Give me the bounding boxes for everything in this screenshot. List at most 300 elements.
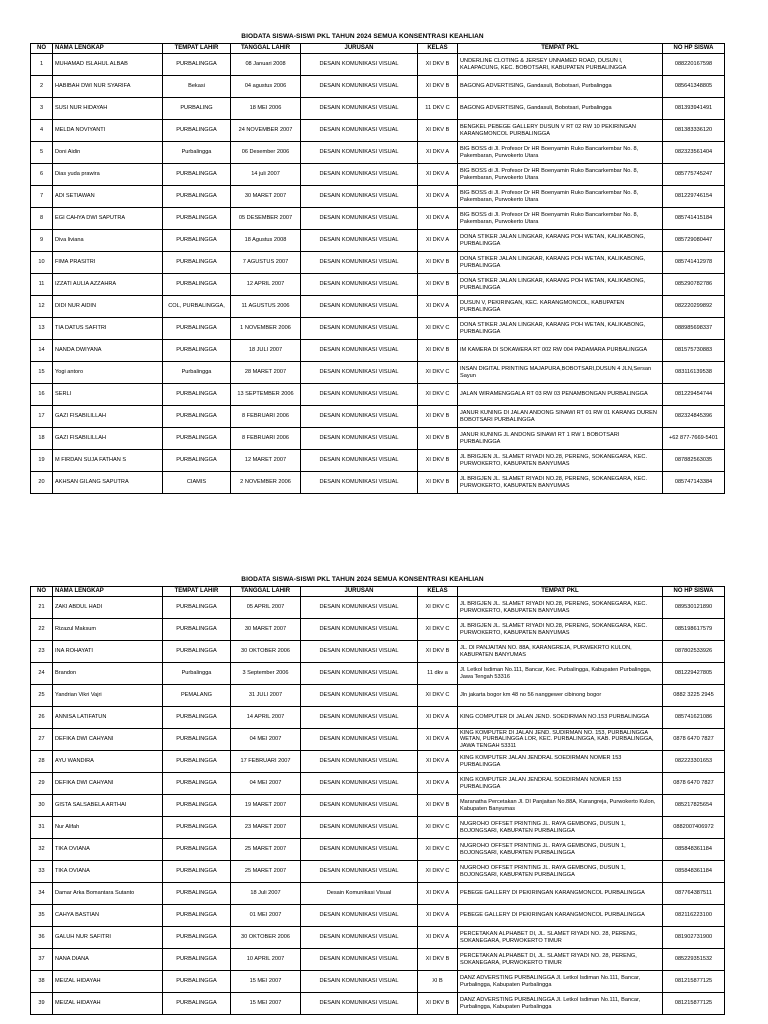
cell-kelas: XI DKV A (418, 186, 458, 208)
cell-nama: Yogi antoro (53, 362, 163, 384)
cell-no-hp: 0878 6470 7827 (663, 773, 725, 795)
cell-no-hp: 085198617579 (663, 619, 725, 641)
cell-no: 36 (31, 927, 53, 949)
cell-kelas: XI DKV C (418, 861, 458, 883)
table-body (31, 54, 725, 494)
table-row (31, 861, 725, 883)
cell-no: 1 (31, 54, 53, 76)
cell-tempat-lahir: PURBALINGGA (163, 795, 231, 817)
cell-tempat-pkl: JL BRIGJEN JL. SLAMET RIYADI NO.28, PERENG, SOKANEGARA, KEC. PURWOKERTO, KABUPATEN BANYUMAS (458, 619, 663, 641)
cell-tanggal-lahir: 25 MARET 2007 (231, 861, 301, 883)
cell-tempat-lahir: PURBALINGGA (163, 619, 231, 641)
cell-nama: GAZI FISABILILLAH (53, 406, 163, 428)
cell-jurusan: DESAIN KOMUNIKASI VISUAL (301, 663, 418, 685)
cell-jurusan: DESAIN KOMUNIKASI VISUAL (301, 773, 418, 795)
cell-jurusan: DESAIN KOMUNIKASI VISUAL (301, 597, 418, 619)
cell-no-hp: 081229746154 (663, 186, 725, 208)
cell-tanggal-lahir: 13 SEPTEMBER 2006 (231, 384, 301, 406)
cell-tanggal-lahir: 18 MEI 2006 (231, 98, 301, 120)
cell-tempat-lahir: PURBALINGGA (163, 993, 231, 1015)
cell-jurusan: DESAIN KOMUNIKASI VISUAL (301, 450, 418, 472)
cell-tempat-lahir: PURBALINGGA (163, 120, 231, 142)
cell-no: 4 (31, 120, 53, 142)
cell-tempat-pkl: JL BRIGJEN JL. SLAMET RIYADI NO.28, PERENG, SOKANEGARA, KEC. PURWOKERTO, KABUPATEN BANYUMAS (458, 597, 663, 619)
cell-nama: ANNISA LATIFATUN (53, 707, 163, 729)
cell-nama: AYU WANDIRA (53, 751, 163, 773)
cell-no: 32 (31, 839, 53, 861)
cell-tempat-lahir: PURBALINGGA (163, 406, 231, 428)
cell-tempat-lahir: PURBALINGGA (163, 450, 231, 472)
cell-no-hp: 085641348805 (663, 76, 725, 98)
header-tempat-lahir: TEMPAT LAHIR (163, 44, 231, 54)
cell-tanggal-lahir: 2 NOVEMBER 2006 (231, 472, 301, 494)
cell-kelas: XI DKV B (418, 340, 458, 362)
cell-jurusan: DESAIN KOMUNIKASI VISUAL (301, 795, 418, 817)
cell-no-hp: 085741412978 (663, 252, 725, 274)
cell-tempat-lahir: PURBALINGGA (163, 597, 231, 619)
cell-no-hp: 087802533926 (663, 641, 725, 663)
cell-kelas: XI B (418, 971, 458, 993)
table-row (31, 472, 725, 494)
cell-nama: Rizazul Maksum (53, 619, 163, 641)
cell-kelas: XI DKV B (418, 120, 458, 142)
cell-tanggal-lahir: 04 MEI 2007 (231, 773, 301, 795)
cell-no-hp: 082223301653 (663, 751, 725, 773)
cell-nama: Nur Alifah (53, 817, 163, 839)
cell-no: 28 (31, 751, 53, 773)
cell-tanggal-lahir: 3 September 2006 (231, 663, 301, 685)
cell-no-hp: 085848361184 (663, 861, 725, 883)
cell-nama: IZZATI AULIA AZZAHRA (53, 274, 163, 296)
cell-no: 14 (31, 340, 53, 362)
cell-nama: GAZI FISABILILLAH (53, 428, 163, 450)
cell-no: 16 (31, 384, 53, 406)
cell-no: 26 (31, 707, 53, 729)
cell-nama: TIKA OVIANA (53, 861, 163, 883)
cell-tempat-pkl: JL. DI PANJAITAN NO. 88A, KARANGREJA, PURWEKRTO KULON, KABUPATEN BANYUMAS (458, 641, 663, 663)
cell-jurusan: DESAIN KOMUNIKASI VISUAL (301, 428, 418, 450)
cell-tempat-pkl: UNDERLINE CLOTING & JERSEY UNNAMED ROAD, DUSUN I, KALAPACUNG, KEC. BOBOTSARI, KABUPATEN PURBALINGGA (458, 54, 663, 76)
cell-tanggal-lahir: 28 MARET 2007 (231, 362, 301, 384)
cell-no-hp: 081215877125 (663, 993, 725, 1015)
cell-tanggal-lahir: 25 MARET 2007 (231, 839, 301, 861)
cell-jurusan: DESAIN KOMUNIKASI VISUAL (301, 318, 418, 340)
table-row (31, 663, 725, 685)
header-nama: NAMA LENGKAP (53, 44, 163, 54)
cell-kelas: XI DKV A (418, 208, 458, 230)
cell-no: 38 (31, 971, 53, 993)
cell-no: 15 (31, 362, 53, 384)
cell-tempat-lahir: Purbalingga (163, 142, 231, 164)
table-row (31, 993, 725, 1015)
cell-no: 20 (31, 472, 53, 494)
cell-jurusan: DESAIN KOMUNIKASI VISUAL (301, 817, 418, 839)
cell-no-hp: 081383336120 (663, 120, 725, 142)
cell-kelas: XI DKV C (418, 619, 458, 641)
cell-tanggal-lahir: 8 FEBRUARI 2006 (231, 428, 301, 450)
cell-jurusan: DESAIN KOMUNIKASI VISUAL (301, 296, 418, 318)
cell-no-hp: 081215877125 (663, 971, 725, 993)
cell-tempat-lahir: PURBALINGGA (163, 186, 231, 208)
cell-nama: AKHSAN GILANG SAPUTRA (53, 472, 163, 494)
cell-tempat-lahir: PURBALINGGA (163, 949, 231, 971)
cell-tanggal-lahir: 04 MEI 2007 (231, 729, 301, 751)
cell-nama: NANA DIANA (53, 949, 163, 971)
cell-kelas: XI DKV B (418, 428, 458, 450)
cell-jurusan: DESAIN KOMUNIKASI VISUAL (301, 340, 418, 362)
cell-tanggal-lahir: 14 APRIL 2007 (231, 707, 301, 729)
cell-nama: Doni Aidin (53, 142, 163, 164)
cell-jurusan: DESAIN KOMUNIKASI VISUAL (301, 729, 418, 751)
cell-nama: Dias yuda prawira (53, 164, 163, 186)
cell-jurusan: DESAIN KOMUNIKASI VISUAL (301, 252, 418, 274)
cell-jurusan: DESAIN KOMUNIKASI VISUAL (301, 384, 418, 406)
table-row (31, 296, 725, 318)
cell-jurusan: DESAIN KOMUNIKASI VISUAL (301, 208, 418, 230)
cell-tempat-pkl: NUGROHO OFFSET PRINTING JL. RAYA GEMBONG, DUSUN 1, BOJONGSARI, KABUPATEN PURBALINGGA (458, 839, 663, 861)
cell-tempat-pkl: PERCETAKAN ALPHABET DI, JL. SLAMET RIYADI NO. 28, PERENG, SOKANEGARA, PURWOKERTO TIMUR (458, 949, 663, 971)
cell-no: 7 (31, 186, 53, 208)
cell-tanggal-lahir: 31 JULI 2007 (231, 685, 301, 707)
header-tempat-pkl: TEMPAT PKL (458, 44, 663, 54)
table-body (31, 597, 725, 1015)
cell-tempat-pkl: BIG BOSS di Jl. Profesor Dr HR Boenyamin Ruko Bancarkembar No. 8, Pakembaran, Purwokerto Utara (458, 164, 663, 186)
table-row (31, 927, 725, 949)
cell-no-hp: 0878 6470 7827 (663, 729, 725, 751)
header-row (31, 44, 725, 54)
cell-no: 17 (31, 406, 53, 428)
cell-no-hp: +62 877-7669-5401 (663, 428, 725, 450)
cell-tempat-lahir: PURBALINGGA (163, 252, 231, 274)
cell-kelas: XI DKV C (418, 817, 458, 839)
cell-tanggal-lahir: 11 AGUSTUS 2006 (231, 296, 301, 318)
cell-tempat-pkl: Maranatha Percetakan Jl. DI Panjaitan No.88A, Karangreja, Purwokerto Kulon, Kabupaten Banyumas (458, 795, 663, 817)
table-row (31, 597, 725, 619)
cell-nama: SERLI (53, 384, 163, 406)
cell-no: 35 (31, 905, 53, 927)
cell-jurusan: DESAIN KOMUNIKASI VISUAL (301, 751, 418, 773)
cell-no-hp: 088985698337 (663, 318, 725, 340)
cell-no-hp: 085741415184 (663, 208, 725, 230)
cell-kelas: XI DKV C (418, 318, 458, 340)
cell-tempat-pkl: JL BRIGJEN JL. SLAMET RIYADI NO.28, PERENG, SOKANEGARA, KEC. PURWOKERTO, KABUPATEN BANYUMAS (458, 450, 663, 472)
table-row (31, 406, 725, 428)
cell-kelas: XI DKV C (418, 384, 458, 406)
cell-tanggal-lahir: 10 APRIL 2007 (231, 949, 301, 971)
header-no-hp: NO HP SISWA (663, 587, 725, 597)
cell-tanggal-lahir: 17 FEBRUARI 2007 (231, 751, 301, 773)
cell-tempat-lahir: PURBALINGGA (163, 230, 231, 252)
table-row (31, 817, 725, 839)
cell-tanggal-lahir: 14 juli 2007 (231, 164, 301, 186)
cell-tempat-pkl: JANUR KUNING JL ANDONG SINAWI RT 1 RW 1 BOBOTSARI PURBALINGGA (458, 428, 663, 450)
cell-no: 23 (31, 641, 53, 663)
cell-tempat-pkl: JL BRIGJEN JL. SLAMET RIYADI NO.28, PERENG, SOKANEGARA, KEC. PURWOKERTO, KABUPATEN BANYUMAS (458, 472, 663, 494)
cell-no: 8 (31, 208, 53, 230)
cell-tempat-lahir: PURBALINGGA (163, 274, 231, 296)
table-row (31, 450, 725, 472)
cell-jurusan: DESAIN KOMUNIKASI VISUAL (301, 98, 418, 120)
table-title: BIODATA SISWA-SISWI PKL TAHUN 2024 SEMUA KONSENTRASI KEAHLIAN (241, 33, 484, 40)
cell-kelas: XI DKV B (418, 406, 458, 428)
cell-tanggal-lahir: 30 MARET 2007 (231, 619, 301, 641)
cell-tanggal-lahir: 06 Desember 2006 (231, 142, 301, 164)
header-tempat-lahir: TEMPAT LAHIR (163, 587, 231, 597)
header-jurusan: JURUSAN (301, 587, 418, 597)
cell-kelas: XI DKV A (418, 296, 458, 318)
table-row (31, 230, 725, 252)
cell-jurusan: DESAIN KOMUNIKASI VISUAL (301, 406, 418, 428)
cell-no: 30 (31, 795, 53, 817)
cell-jurusan: DESAIN KOMUNIKASI VISUAL (301, 230, 418, 252)
table-row (31, 971, 725, 993)
cell-no-hp: 085229351532 (663, 949, 725, 971)
cell-no: 22 (31, 619, 53, 641)
cell-nama: TIKA OVIANA (53, 839, 163, 861)
cell-no: 39 (31, 993, 53, 1015)
cell-no: 24 (31, 663, 53, 685)
cell-nama: DIDI NUR AIDIN (53, 296, 163, 318)
cell-nama: Damar Arka Bomantara Sutanto (53, 883, 163, 905)
cell-tempat-pkl: Jln jakarta bogor km 48 no 56 nanggewer cibinong bogor (458, 685, 663, 707)
cell-nama: SUSI NUR HIDAYAH (53, 98, 163, 120)
cell-kelas: 11 dkv a (418, 663, 458, 685)
cell-jurusan: DESAIN KOMUNIKASI VISUAL (301, 707, 418, 729)
header-tanggal-lahir: TANGGAL LAHIR (231, 44, 301, 54)
cell-no-hp: 0882007406972 (663, 817, 725, 839)
table-title: BIODATA SISWA-SISWI PKL TAHUN 2024 SEMUA KONSENTRASI KEAHLIAN (241, 576, 484, 583)
cell-jurusan: DESAIN KOMUNIKASI VISUAL (301, 164, 418, 186)
header-no: NO (31, 587, 53, 597)
cell-kelas: XI DKV B (418, 450, 458, 472)
table-section-2 (30, 573, 714, 1015)
cell-no: 19 (31, 450, 53, 472)
cell-tempat-lahir: COL, PURBALINGGA, (163, 296, 231, 318)
table-row (31, 795, 725, 817)
cell-tanggal-lahir: 24 NOVEMBER 2007 (231, 120, 301, 142)
cell-kelas: XI DKV B (418, 993, 458, 1015)
cell-no-hp: 085747143384 (663, 472, 725, 494)
cell-no: 5 (31, 142, 53, 164)
cell-tempat-pkl: Jl. Letkol Isdiman No.111, Bancar, Kec. Purbalingga, Kabupaten Purbalingga, Jawa Tengah 53316 (458, 663, 663, 685)
cell-no: 10 (31, 252, 53, 274)
cell-kelas: XI DKV A (418, 751, 458, 773)
cell-jurusan: Desain Komunikasi Visual (301, 883, 418, 905)
cell-tempat-pkl: NUGROHO OFFSET PRINTING JL. RAYA GEMBONG, DUSUN 1, BOJONGSARI, KABUPATEN PURBALINGGA (458, 861, 663, 883)
cell-no-hp: 085741621086 (663, 707, 725, 729)
table-row (31, 318, 725, 340)
cell-jurusan: DESAIN KOMUNIKASI VISUAL (301, 861, 418, 883)
cell-jurusan: DESAIN KOMUNIKASI VISUAL (301, 142, 418, 164)
cell-tanggal-lahir: 7 AGUSTUS 2007 (231, 252, 301, 274)
table-row (31, 54, 725, 76)
cell-kelas: XI DKV B (418, 949, 458, 971)
cell-no-hp: 083116139538 (663, 362, 725, 384)
cell-kelas: XI DKV C (418, 685, 458, 707)
table-row (31, 186, 725, 208)
cell-no-hp: 085729080447 (663, 230, 725, 252)
cell-tanggal-lahir: 19 MARET 2007 (231, 795, 301, 817)
table-row (31, 252, 725, 274)
cell-jurusan: DESAIN KOMUNIKASI VISUAL (301, 993, 418, 1015)
cell-no: 9 (31, 230, 53, 252)
cell-jurusan: DESAIN KOMUNIKASI VISUAL (301, 927, 418, 949)
cell-kelas: XI DKV B (418, 641, 458, 663)
cell-jurusan: DESAIN KOMUNIKASI VISUAL (301, 949, 418, 971)
cell-tanggal-lahir: 01 MEI 2007 (231, 905, 301, 927)
cell-tempat-pkl: NUGROHO OFFSET PRINTING JL. RAYA GEMBONG, DUSUN 1, BOJONGSARI, KABUPATEN PURBALINGGA (458, 817, 663, 839)
table-row (31, 685, 725, 707)
cell-tempat-lahir: PURBALINGGA (163, 318, 231, 340)
cell-kelas: XI DKV A (418, 230, 458, 252)
cell-no-hp: 081229454744 (663, 384, 725, 406)
cell-no-hp: 081393941491 (663, 98, 725, 120)
cell-tempat-pkl: DANZ ADVERSTING PURBALINGGA Jl. Letkol Isdiman No.111, Bancar, Purbalingga, Kabupaten Purbalingga (458, 971, 663, 993)
cell-tanggal-lahir: 08 Januari 2008 (231, 54, 301, 76)
header-tanggal-lahir: TANGGAL LAHIR (231, 587, 301, 597)
cell-tempat-pkl: PERCETAKAN ALPHABET DI, JL. SLAMET RIYADI NO. 28, PERENG, SOKANEGARA, PURWOKERTO TIMUR (458, 927, 663, 949)
cell-tempat-lahir: PURBALINGGA (163, 340, 231, 362)
cell-tanggal-lahir: 15 MEI 2007 (231, 993, 301, 1015)
cell-tempat-pkl: BIG BOSS di Jl. Profesor Dr HR Boenyamin Ruko Bancarkembar No. 8, Pakembaran, Purwokerto Utara (458, 142, 663, 164)
cell-no: 33 (31, 861, 53, 883)
cell-nama: Diva liviana (53, 230, 163, 252)
cell-no-hp: 081229427805 (663, 663, 725, 685)
cell-jurusan: DESAIN KOMUNIKASI VISUAL (301, 54, 418, 76)
cell-jurusan: DESAIN KOMUNIKASI VISUAL (301, 274, 418, 296)
cell-nama: GISTA SALSABELA ARTHAI (53, 795, 163, 817)
cell-no: 29 (31, 773, 53, 795)
cell-kelas: XI DKV A (418, 729, 458, 751)
cell-no-hp: 082116223100 (663, 905, 725, 927)
header-no-hp: NO HP SISWA (663, 44, 725, 54)
cell-no: 6 (31, 164, 53, 186)
cell-jurusan: DESAIN KOMUNIKASI VISUAL (301, 186, 418, 208)
cell-tempat-lahir: Purbalingga (163, 663, 231, 685)
header-tempat-pkl: TEMPAT PKL (458, 587, 663, 597)
cell-jurusan: DESAIN KOMUNIKASI VISUAL (301, 971, 418, 993)
cell-tempat-lahir: PURBALINGGA (163, 384, 231, 406)
header-row (31, 587, 725, 597)
cell-tempat-pkl: KING COMPUTER DI JALAN JEND. SOEDIRMAN NO.153 PURBALINGGA (458, 707, 663, 729)
cell-nama: M FIRDAN SUJA FATHAN S (53, 450, 163, 472)
cell-jurusan: DESAIN KOMUNIKASI VISUAL (301, 641, 418, 663)
cell-tempat-lahir: Purbalingga (163, 362, 231, 384)
cell-tempat-pkl: PEBEGE GALLERY DI PEKIRINGAN KARANGMONCOL PURBALINGGA (458, 883, 663, 905)
cell-tempat-pkl: JALAN WIRAMENGGALA RT 03 RW 03 PENAMBONGAN PURBALINGGA (458, 384, 663, 406)
cell-tanggal-lahir: 18 Agustus 2008 (231, 230, 301, 252)
table-row (31, 142, 725, 164)
cell-tanggal-lahir: 30 MARET 2007 (231, 186, 301, 208)
table-row (31, 164, 725, 186)
cell-no: 3 (31, 98, 53, 120)
table-row (31, 949, 725, 971)
cell-tempat-lahir: PURBALINGGA (163, 883, 231, 905)
cell-no: 2 (31, 76, 53, 98)
cell-tempat-pkl: KING KOMPUTER JALAN JENDRAL SOEDIRMAN NOMER 153 PURBALINGGA (458, 773, 663, 795)
cell-no: 37 (31, 949, 53, 971)
student-table (30, 586, 725, 1015)
cell-jurusan: DESAIN KOMUNIKASI VISUAL (301, 905, 418, 927)
cell-kelas: XI DKV A (418, 927, 458, 949)
cell-jurusan: DESAIN KOMUNIKASI VISUAL (301, 472, 418, 494)
table-section-1 (30, 30, 718, 494)
cell-no-hp: 088220167598 (663, 54, 725, 76)
table-row (31, 362, 725, 384)
cell-kelas: XI DKV C (418, 362, 458, 384)
table-row (31, 751, 725, 773)
cell-tempat-lahir: PURBALINGGA (163, 729, 231, 751)
cell-tempat-lahir: PURBALINGGA (163, 861, 231, 883)
cell-tempat-lahir: PURBALINGGA (163, 641, 231, 663)
cell-tempat-pkl: IM KAMERA DI SOKAWERA RT 002 RW 004 PADAMARA PURBALINGGA (458, 340, 663, 362)
cell-no-hp: 082220299892 (663, 296, 725, 318)
cell-nama: NANDA DWIYANA (53, 340, 163, 362)
cell-nama: Yandrian Vikri Vajri (53, 685, 163, 707)
header-kelas: KELAS (418, 44, 458, 54)
cell-tanggal-lahir: 05 DESEMBER 2007 (231, 208, 301, 230)
table-row (31, 120, 725, 142)
cell-no: 34 (31, 883, 53, 905)
cell-tempat-lahir: PEMALANG (163, 685, 231, 707)
cell-tanggal-lahir: 18 JULI 2007 (231, 340, 301, 362)
cell-kelas: XI DKV B (418, 76, 458, 98)
cell-jurusan: DESAIN KOMUNIKASI VISUAL (301, 619, 418, 641)
cell-no: 27 (31, 729, 53, 751)
cell-tanggal-lahir: 15 MEI 2007 (231, 971, 301, 993)
cell-tempat-lahir: PURBALINGGA (163, 839, 231, 861)
cell-no: 12 (31, 296, 53, 318)
cell-kelas: XI DKV B (418, 274, 458, 296)
cell-jurusan: DESAIN KOMUNIKASI VISUAL (301, 76, 418, 98)
cell-kelas: XI DKV A (418, 142, 458, 164)
cell-no-hp: 087764387511 (663, 883, 725, 905)
cell-no-hp: 089530121890 (663, 597, 725, 619)
cell-nama: DEFIKA DWI CAHYANI (53, 773, 163, 795)
cell-tanggal-lahir: 23 MARET 2007 (231, 817, 301, 839)
cell-nama: CAHYA BASTIAN (53, 905, 163, 927)
cell-tempat-pkl: JANUR KUNING DI JALAN ANDONG SINAWI RT 01 RW 01 KARANG DUREN BOBOTSARI PURBALINGGA (458, 406, 663, 428)
cell-jurusan: DESAIN KOMUNIKASI VISUAL (301, 362, 418, 384)
table-row (31, 98, 725, 120)
table-row (31, 340, 725, 362)
cell-tempat-pkl: DONA STIKER JALAN LINGKAR, KARANG POH WETAN, KALIKABONG, PURBALINGGA (458, 318, 663, 340)
cell-kelas: XI DKV B (418, 795, 458, 817)
cell-no: 11 (31, 274, 53, 296)
student-table (30, 43, 725, 494)
cell-tempat-lahir: PURBALINGGA (163, 164, 231, 186)
cell-no: 13 (31, 318, 53, 340)
table-row (31, 773, 725, 795)
cell-kelas: XI DKV B (418, 252, 458, 274)
cell-tempat-pkl: BIG BOSS di Jl. Profesor Dr HR Boenyamin Ruko Bancarkembar No. 8, Pakembaran, Purwokerto Utara (458, 208, 663, 230)
cell-tempat-lahir: PURBALINGGA (163, 428, 231, 450)
cell-nama: FIMA PRASITRI (53, 252, 163, 274)
cell-tanggal-lahir: 18 Juli 2007 (231, 883, 301, 905)
table-row (31, 208, 725, 230)
cell-tempat-lahir: PURBALINGGA (163, 707, 231, 729)
cell-nama: INA ROHAYATI (53, 641, 163, 663)
cell-tempat-pkl: BENGKEL PEBEGE GALLERY DUSUN V RT 02 RW 10 PEKIRINGAN KARANGMONCOL PURBALINGGA (458, 120, 663, 142)
cell-kelas: XI DKV A (418, 773, 458, 795)
cell-jurusan: DESAIN KOMUNIKASI VISUAL (301, 120, 418, 142)
cell-tempat-pkl: DONA STIKER JALAN LINGKAR, KARANG POH WETAN, KALIKABONG, PURBALINGGA (458, 252, 663, 274)
cell-jurusan: DESAIN KOMUNIKASI VISUAL (301, 839, 418, 861)
cell-tempat-pkl: INSAN DIGITAL PRINTING MAJAPURA,BOBOTSARI,DUSUN 4 JLN,Sersan Sayun (458, 362, 663, 384)
cell-no: 31 (31, 817, 53, 839)
cell-kelas: XI DKV A (418, 707, 458, 729)
table-row (31, 384, 725, 406)
